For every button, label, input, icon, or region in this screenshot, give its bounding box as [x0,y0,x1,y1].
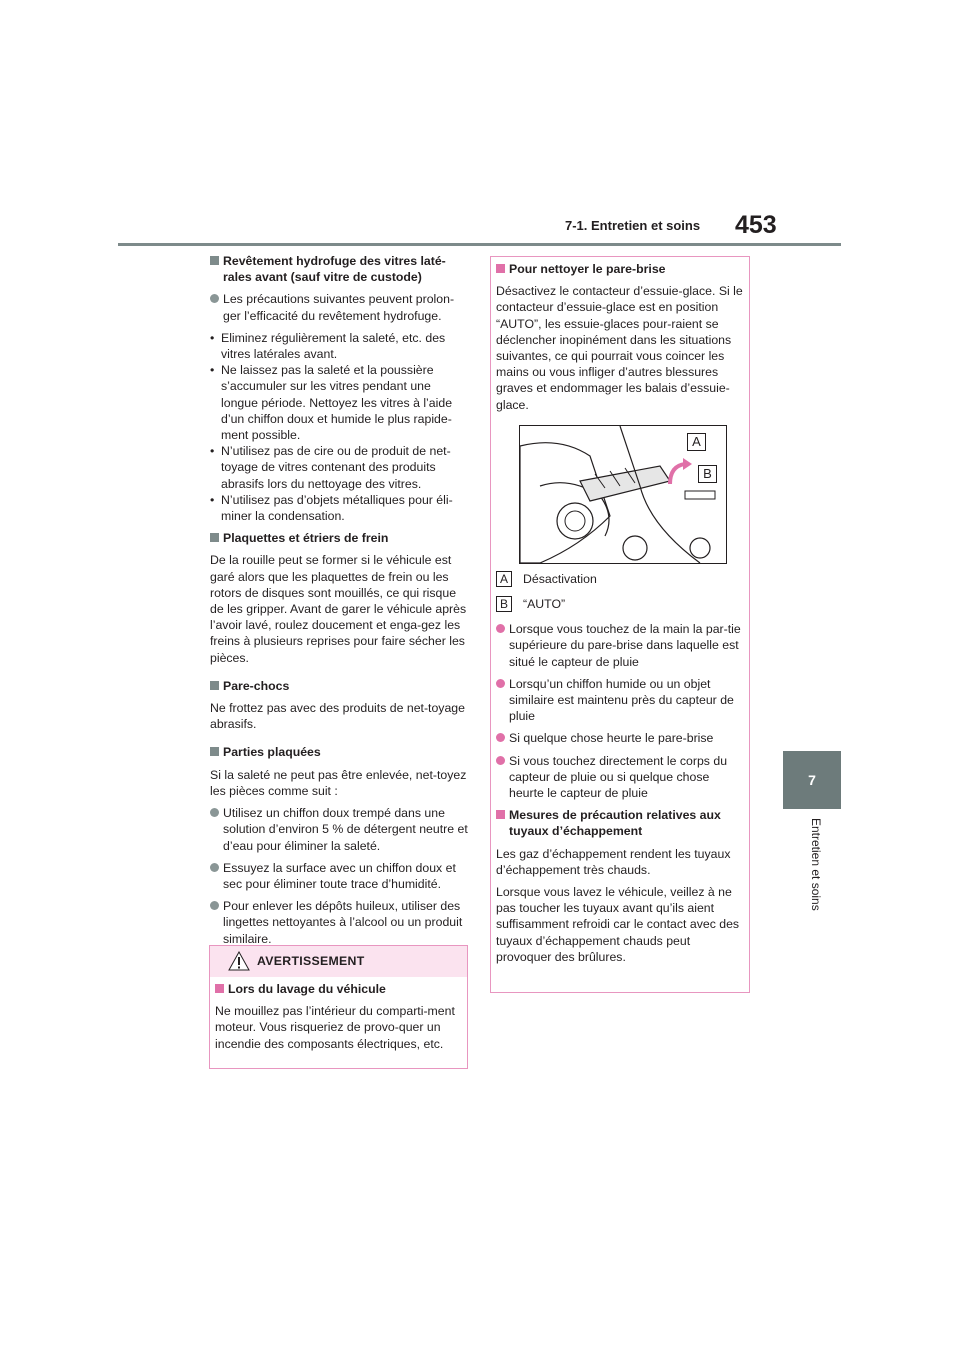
bullet-item: Lorsqu’un chiffon humide ou un objet similaire est maintenu près du capteur de pluie [496,676,743,725]
paragraph: Ne frottez pas avec des produits de net-toyage abrasifs. [210,701,465,732]
legend-item-b [496,596,743,612]
legend-text-a: Désactivation [523,571,597,586]
circle-bullet-icon [496,733,505,742]
bullet-item: Les précautions suivantes peuvent prolon-ger l’efficacité du revêtement hydrofuge. [210,291,469,323]
paragraph: De la rouille peut se former si le véhicule est garé alors que les plaquettes de frein ou les rotors de disques sont mouillés, ce qui risque de les gripper. Avant de garer le véhicule après l’avoir lavé, roulez doucement et enga-gez les freins à plusieurs reprises pour faire sécher les pièces. [210,553,467,665]
paragraph: Si la saleté ne peut pas être enlevée, net-toyez les pièces comme suit : [210,767,467,798]
section-title: 7-1. Entretien et soins [565,218,701,233]
dash-item: • N’utilisez pas d’objets métalliques pour éli-miner la condensation. [210,492,453,524]
header-divider [118,243,841,246]
paragraph: Désactivez le contacteur d’essuie-glace. Si le contacteur d’essuie-glace est en position “AUTO”, les essuie-glaces pour-raient se déclencher inopinément dans les situations suivantes, ce qui pourrait vous coincer les mains ou vous infliger d’autres blessures graves et endommager les balais d’essuie-glace. [496,284,743,412]
chapter-number: 7 [808,772,816,788]
figure-label-b: B [698,465,717,483]
section-heading: Plaquettes et étriers de frein [210,530,469,546]
note-box [490,256,750,993]
page-number: 453 [735,211,777,239]
wiper-switch-illustration [519,425,727,564]
bullet-item: Pour enlever les dépôts huileux, utiliser des lingettes nettoyantes à l’alcool ou un produit similaire. [210,898,469,947]
warning-text: Ne mouillez pas l’intérieur du comparti-ment moteur. Vous risqueriez de provo-quer un incendie des composants électriques, etc. [215,1004,455,1051]
circle-bullet-icon [210,294,219,303]
paragraph: Les gaz d’échappement rendent les tuyaux d’échappement très chauds. [496,846,731,877]
section-heading: Parties plaquées [210,744,469,760]
square-bullet-icon [210,747,219,756]
bullet-item: Si quelque chose heurte le pare-brise [496,730,743,746]
chapter-label: Entretien et soins [809,818,823,911]
legend-letter-b: B [496,596,512,612]
bullet-item: Si vous touchez directement le corps du capteur de pluie ou si quelque chose heurte le capteur de pluie [496,753,743,802]
warning-triangle-icon [228,951,250,971]
warning-title: AVERTISSEMENT [257,954,365,968]
figure-label-a: A [687,433,706,451]
left-column [210,253,469,953]
square-bullet-icon [210,256,219,265]
circle-bullet-icon [210,808,219,817]
circle-bullet-icon [496,624,505,633]
square-bullet-icon [496,264,505,273]
chapter-tab[interactable] [783,751,841,809]
square-bullet-icon [210,681,219,690]
square-bullet-icon [496,810,505,819]
dash-item: • N’utilisez pas de cire ou de produit de net-toyage de vitres contenant des produits abrasifs lors du nettoyage des vitres. [210,444,451,491]
legend-letter-a: A [496,571,512,587]
warning-box [209,945,468,1069]
warning-subtitle: Lors du lavage du véhicule [215,981,462,997]
section-heading: Pare-chocs [210,678,469,694]
legend-item-a [496,571,743,587]
warning-header [210,946,467,977]
section-heading: Pour nettoyer le pare-brise [496,261,743,277]
circle-bullet-icon [496,679,505,688]
square-bullet-icon [210,533,219,542]
bullet-item: Utilisez un chiffon doux trempé dans une solution d’environ 5 % de détergent neutre et d’eau pour éliminer la saleté. [210,805,469,854]
square-bullet-icon [215,984,224,993]
paragraph: Lorsque vous lavez le véhicule, veillez à ne pas toucher les tuyaux avant qu’ils aient suffisamment refroidi car le contact avec des tuyaux d’échappement chauds peut provoquer des brûlures. [496,885,740,964]
legend-text-b: “AUTO” [523,597,566,612]
section-heading: Mesures de précaution relatives aux tuyaux d’échappement [496,807,743,839]
circle-bullet-icon [210,901,219,910]
section-heading: Revêtement hydrofuge des vitres laté-rales avant (sauf vitre de custode) [210,253,469,285]
circle-bullet-icon [210,863,219,872]
bullet-item: Essuyez la surface avec un chiffon doux et sec pour éliminer toute trace d’humidité. [210,860,469,892]
bullet-item: Lorsque vous touchez de la main la par-tie supérieure du pare-brise dans laquelle est situé le capteur de pluie [496,621,743,670]
dash-item: • Ne laissez pas la saleté et la poussière s’accumuler sur les vitres pendant une longue période. Nettoyez les vitres à l’aide d’un chiffon doux et humide le plus rapide-ment possible. [210,363,453,443]
circle-bullet-icon [496,756,505,765]
dash-item: • Eliminez régulièrement la saleté, etc. des vitres latérales avant. [210,330,446,362]
